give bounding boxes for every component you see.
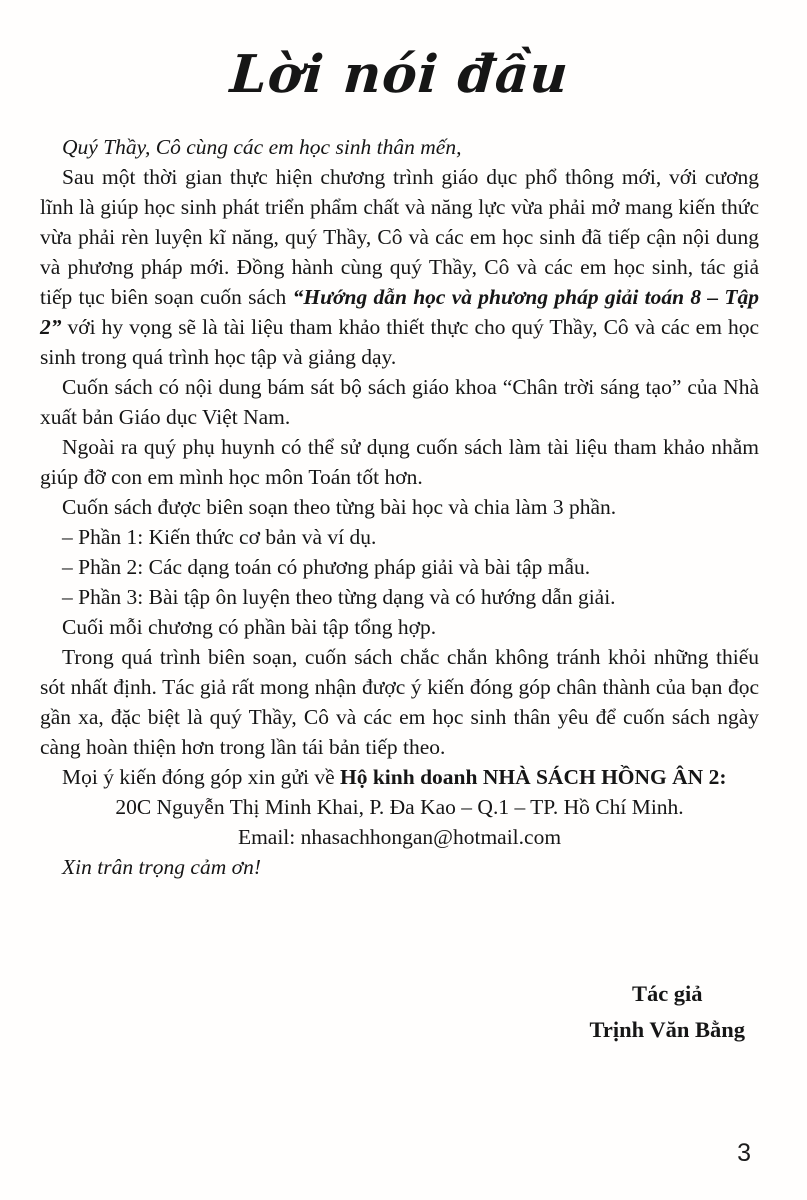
text-run: Email: nhasachhongan@hotmail.com	[237, 825, 562, 850]
text-run: 20C Nguyễn Thị Minh Khai, P. Đa Kao – Q.1 – TP. Hồ Chí Minh.	[115, 795, 684, 820]
signature-name: Trịnh Văn Bằng	[589, 1017, 745, 1042]
paragraph	[40, 612, 759, 642]
paragraph	[40, 852, 759, 882]
text-run: Cuốn sách được biên soạn theo từng bài học và chia làm 3 phần.	[62, 495, 617, 520]
paragraph	[40, 792, 759, 822]
text-run: – Phần 3: Bài tập ôn luyện theo từng dạng và có hướng dẫn giải.	[62, 585, 616, 610]
text-run: Xin trân trọng cảm ơn!	[62, 855, 261, 880]
paragraph	[40, 372, 759, 432]
paragraph	[40, 642, 759, 762]
signature-block	[590, 976, 745, 1048]
text-run: Quý Thầy, Cô cùng các em học sinh thân mến,	[62, 135, 462, 160]
text-run: Trong quá trình biên soạn, cuốn sách chắc chắn không tránh khỏi những thiếu sót nhất định. Tác giả rất mong nhận được ý kiến đóng góp chân thành của bạn đọc gần xa, đặc biệt là quý Thầy, Cô và các em học sinh thân yêu để cuốn sách ngày càng hoàn thiện hơn trong lần tái bản tiếp theo.	[40, 645, 759, 760]
text-run: Sau một thời gian thực hiện chương trình giáo dục phổ thông mới, với cương lĩnh là giúp học sinh phát triển phẩm chất và năng lực vừa phải mở mang kiến thức vừa phải rèn luyện kĩ năng, quý Thầy, Cô và các em học sinh đã tiếp cận nội dung và phương pháp mới. Đồng hành cùng quý Thầy, Cô và các em học sinh, tác giả tiếp tục biên soạn cuốn sách	[40, 165, 759, 310]
text-run: Hộ kinh doanh NHÀ SÁCH HỒNG ÂN 2:	[340, 765, 727, 790]
paragraph	[40, 762, 759, 792]
text-run: “Hướng dẫn học và phương pháp giải toán 8 – Tập 2”	[40, 285, 759, 340]
preface-content	[40, 44, 759, 882]
paragraph	[40, 582, 759, 612]
paragraph	[40, 522, 759, 552]
text-run: Ngoài ra quý phụ huynh có thể sử dụng cuốn sách làm tài liệu tham khảo nhằm giúp đỡ con em mình học môn Toán tốt hơn.	[40, 435, 759, 490]
text-run: – Phần 2: Các dạng toán có phương pháp giải và bài tập mẫu.	[62, 555, 591, 580]
paragraph	[40, 432, 759, 492]
paragraph	[40, 552, 759, 582]
signature-role: Tác giả	[631, 981, 703, 1006]
page-title: Lời nói đầu	[228, 44, 571, 105]
page-number: 3	[737, 1139, 751, 1167]
paragraph	[40, 132, 759, 162]
preface-body	[40, 132, 759, 882]
paragraph	[40, 492, 759, 522]
text-run: – Phần 1: Kiến thức cơ bản và ví dụ.	[62, 525, 377, 550]
text-run: Cuối mỗi chương có phần bài tập tổng hợp.	[62, 615, 437, 640]
text-run: Cuốn sách có nội dung bám sát bộ sách giáo khoa “Chân trời sáng tạo” của Nhà xuất bản Giáo dục Việt Nam.	[40, 375, 759, 430]
paragraph	[40, 162, 759, 372]
text-run: Mọi ý kiến đóng góp xin gửi về	[62, 765, 340, 790]
paragraph	[40, 822, 759, 852]
text-run: với hy vọng sẽ là tài liệu tham khảo thiết thực cho quý Thầy, Cô và các em học sinh trong quá trình học tập và giảng dạy.	[40, 315, 759, 370]
